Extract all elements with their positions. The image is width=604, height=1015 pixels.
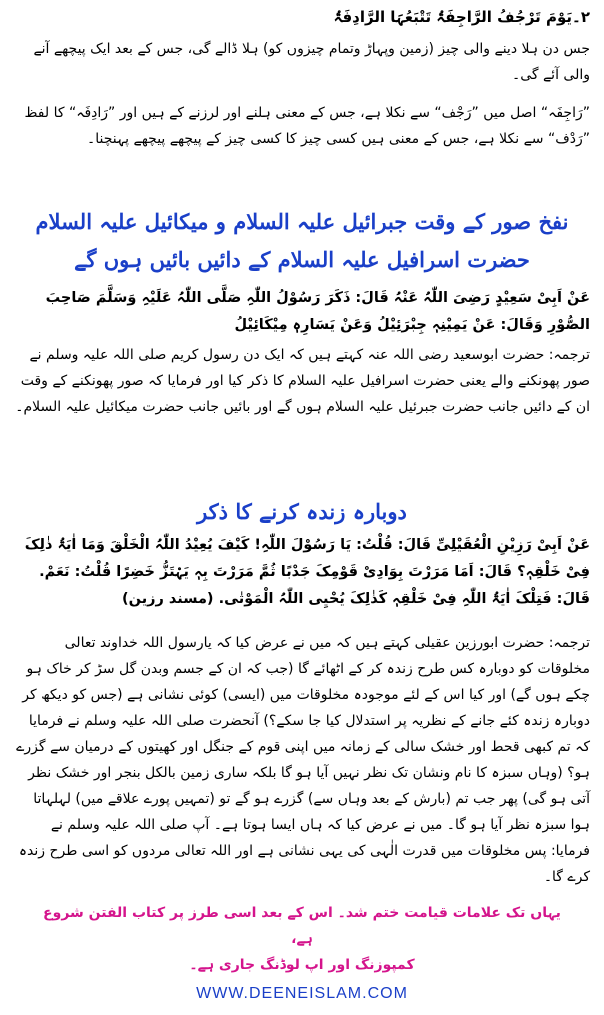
section1-translation: ترجمہ: حضرت ابوسعید رضی اللہ عنہ کہتے ہیں کہ ایک دن رسول کریم صلی اللہ علیہ وسلم نے صور پھونکنے والے یعنی حضرت اسرافیل علیہ السلام کا ذکر کیا اور فرمایا کہ صور پھونکنے کے وقت ان کے دائیں جانب حضرت جبرئیل علیہ السلام ہوں گے اور بائیں جانب حضرت میکائیل علیہ السلام۔: [15, 347, 590, 415]
section2-hadith-arabic: عَنْ اَبِیْ رَزِیْنِ الْعُقَیْلِیِّ قَالَ: قُلْتُ: یَا رَسُوْلَ اللّٰہِ! کَیْفَ یُعِیْدُ اللّٰہُ الْخَلْقَ وَمَا اٰیَۃُ ذٰلِکَ فِیْ خَلْقِہٖ؟ قَالَ: اَمَا مَرَرْتَ بِوَادِیْ قَوْمِکَ جَدْبًا ثُمَّ مَرَرْتَ بِہٖ یَہْتَزُّ خَضِرًا قُلْتُ: نَعَمْ. قَالَ: فَتِلْکَ اٰیَۃُ اللّٰہِ فِیْ خَلْقِہٖ کَذٰلِکَ یُحْیِی اللّٰہُ الْمَوْتٰی. (مسند رزین): [24, 537, 590, 607]
website-link[interactable]: WWW.DEENEISLAM.COM: [196, 985, 408, 1002]
section2-translation: ترجمہ: حضرت ابورزین عقیلی کہتے ہیں کہ میں نے عرض کیا کہ یارسول اللہ خداوند تعالی مخلوقات کو دوبارہ کس طرح زندہ کر کے اٹھائے گا (جب کہ ان کے جسم وبدن گل سڑ کر خاک ہو چکے ہوں گے) اور کیا اس کے لئے موجودہ مخلوقات میں (ایسی) کوئی نشانی ہے (جس کو دیکھ کر دوبارہ زندہ کئے جانے کے نظریہ پر استدلال کیا جا سکے؟) آنحضرت صلی اللہ علیہ وسلم نے فرمایا کہ تم کبھی قحط اور خشک سالی کے زمانہ میں اپنی قوم کے جنگل اور کھیتوں کے درمیان سے گزرے ہو؟ (وہاں سبزہ کا نام ونشان تک نظر نہیں آیا ہو گا بلکہ ساری زمین بالکل بنجر اور خشک نظر آتی ہو گی) پھر جب تم (بارش کے بعد وہاں سے) گزرے ہو گے تو (تمہیں پورے علاقے میں) لہلہاتا ہوا سبزہ نظر آیا ہو گا۔ میں نے عرض کیا کہ ہاں ایسا ہوتا ہے۔ آپ صلی اللہ علیہ وسلم نے فرمایا: پس مخلوقات میں قدرت الٰہی کی یہی نشانی ہے اور اللہ تعالی مردوں کو اسی طرح زندہ کرے گا۔: [16, 635, 590, 885]
closing-note: [40, 900, 564, 978]
verse-translation: جس دن ہلا دینے والی چیز (زمین وپہاڑ وتمام چیزوں کو) ہلا ڈالے گی، جس کے بعد ایک پیچھے آنے والی آئے گی۔: [33, 41, 590, 83]
verse-arabic: ۲۔یَوْمَ تَرْجُفُ الرَّاجِفَۃُ تَتْبَعُہَا الرَّادِفَۃُ: [333, 8, 590, 26]
section1-heading: نفخ صور کے وقت جبرائیل علیہ السلام و میکائیل علیہ السلام حضرت اسرافیل علیہ السلام کے دائیں بائیں ہوں گے: [35, 209, 569, 273]
word-explanation: ”رَاجِفَہ“ اصل میں ”رَجْف“ سے نکلا ہے، جس کے معنی ہلنے اور لرزنے کے ہیں اور ”رَادِفَہ“ کا لفظ ”رَدْف“ سے نکلا ہے، جس کے معنی ہیں کسی چیز کا کسی چیز کے پیچھے پیچھے پہنچنا۔: [24, 105, 590, 147]
closing-line-2: کمپوزنگ اور اپ لوڈنگ جاری ہے۔: [189, 957, 415, 973]
section1-hadith-arabic: عَنْ اَبِیْ سَعِیْدٍ رَضِیَ اللّٰہُ عَنْہُ قَالَ: ذَکَرَ رَسُوْلُ اللّٰہِ صَلَّی اللّٰہُ عَلَیْہِ وَسَلَّمَ صَاحِبَ الصُّوْرِ وَقَالَ: عَنْ یَمِیْنِہٖ جِبْرَئِیْلُ وَعَنْ یَسَارِہٖ مِیْکَائِیْلُ: [45, 290, 590, 333]
closing-line-1: یہاں تک علامات قیامت ختم شد۔ اس کے بعد اسی طرز پر کتاب الفتن شروع ہے،: [43, 905, 561, 947]
section2-heading: دوبارہ زندہ کرنے کا ذکر: [197, 499, 407, 525]
